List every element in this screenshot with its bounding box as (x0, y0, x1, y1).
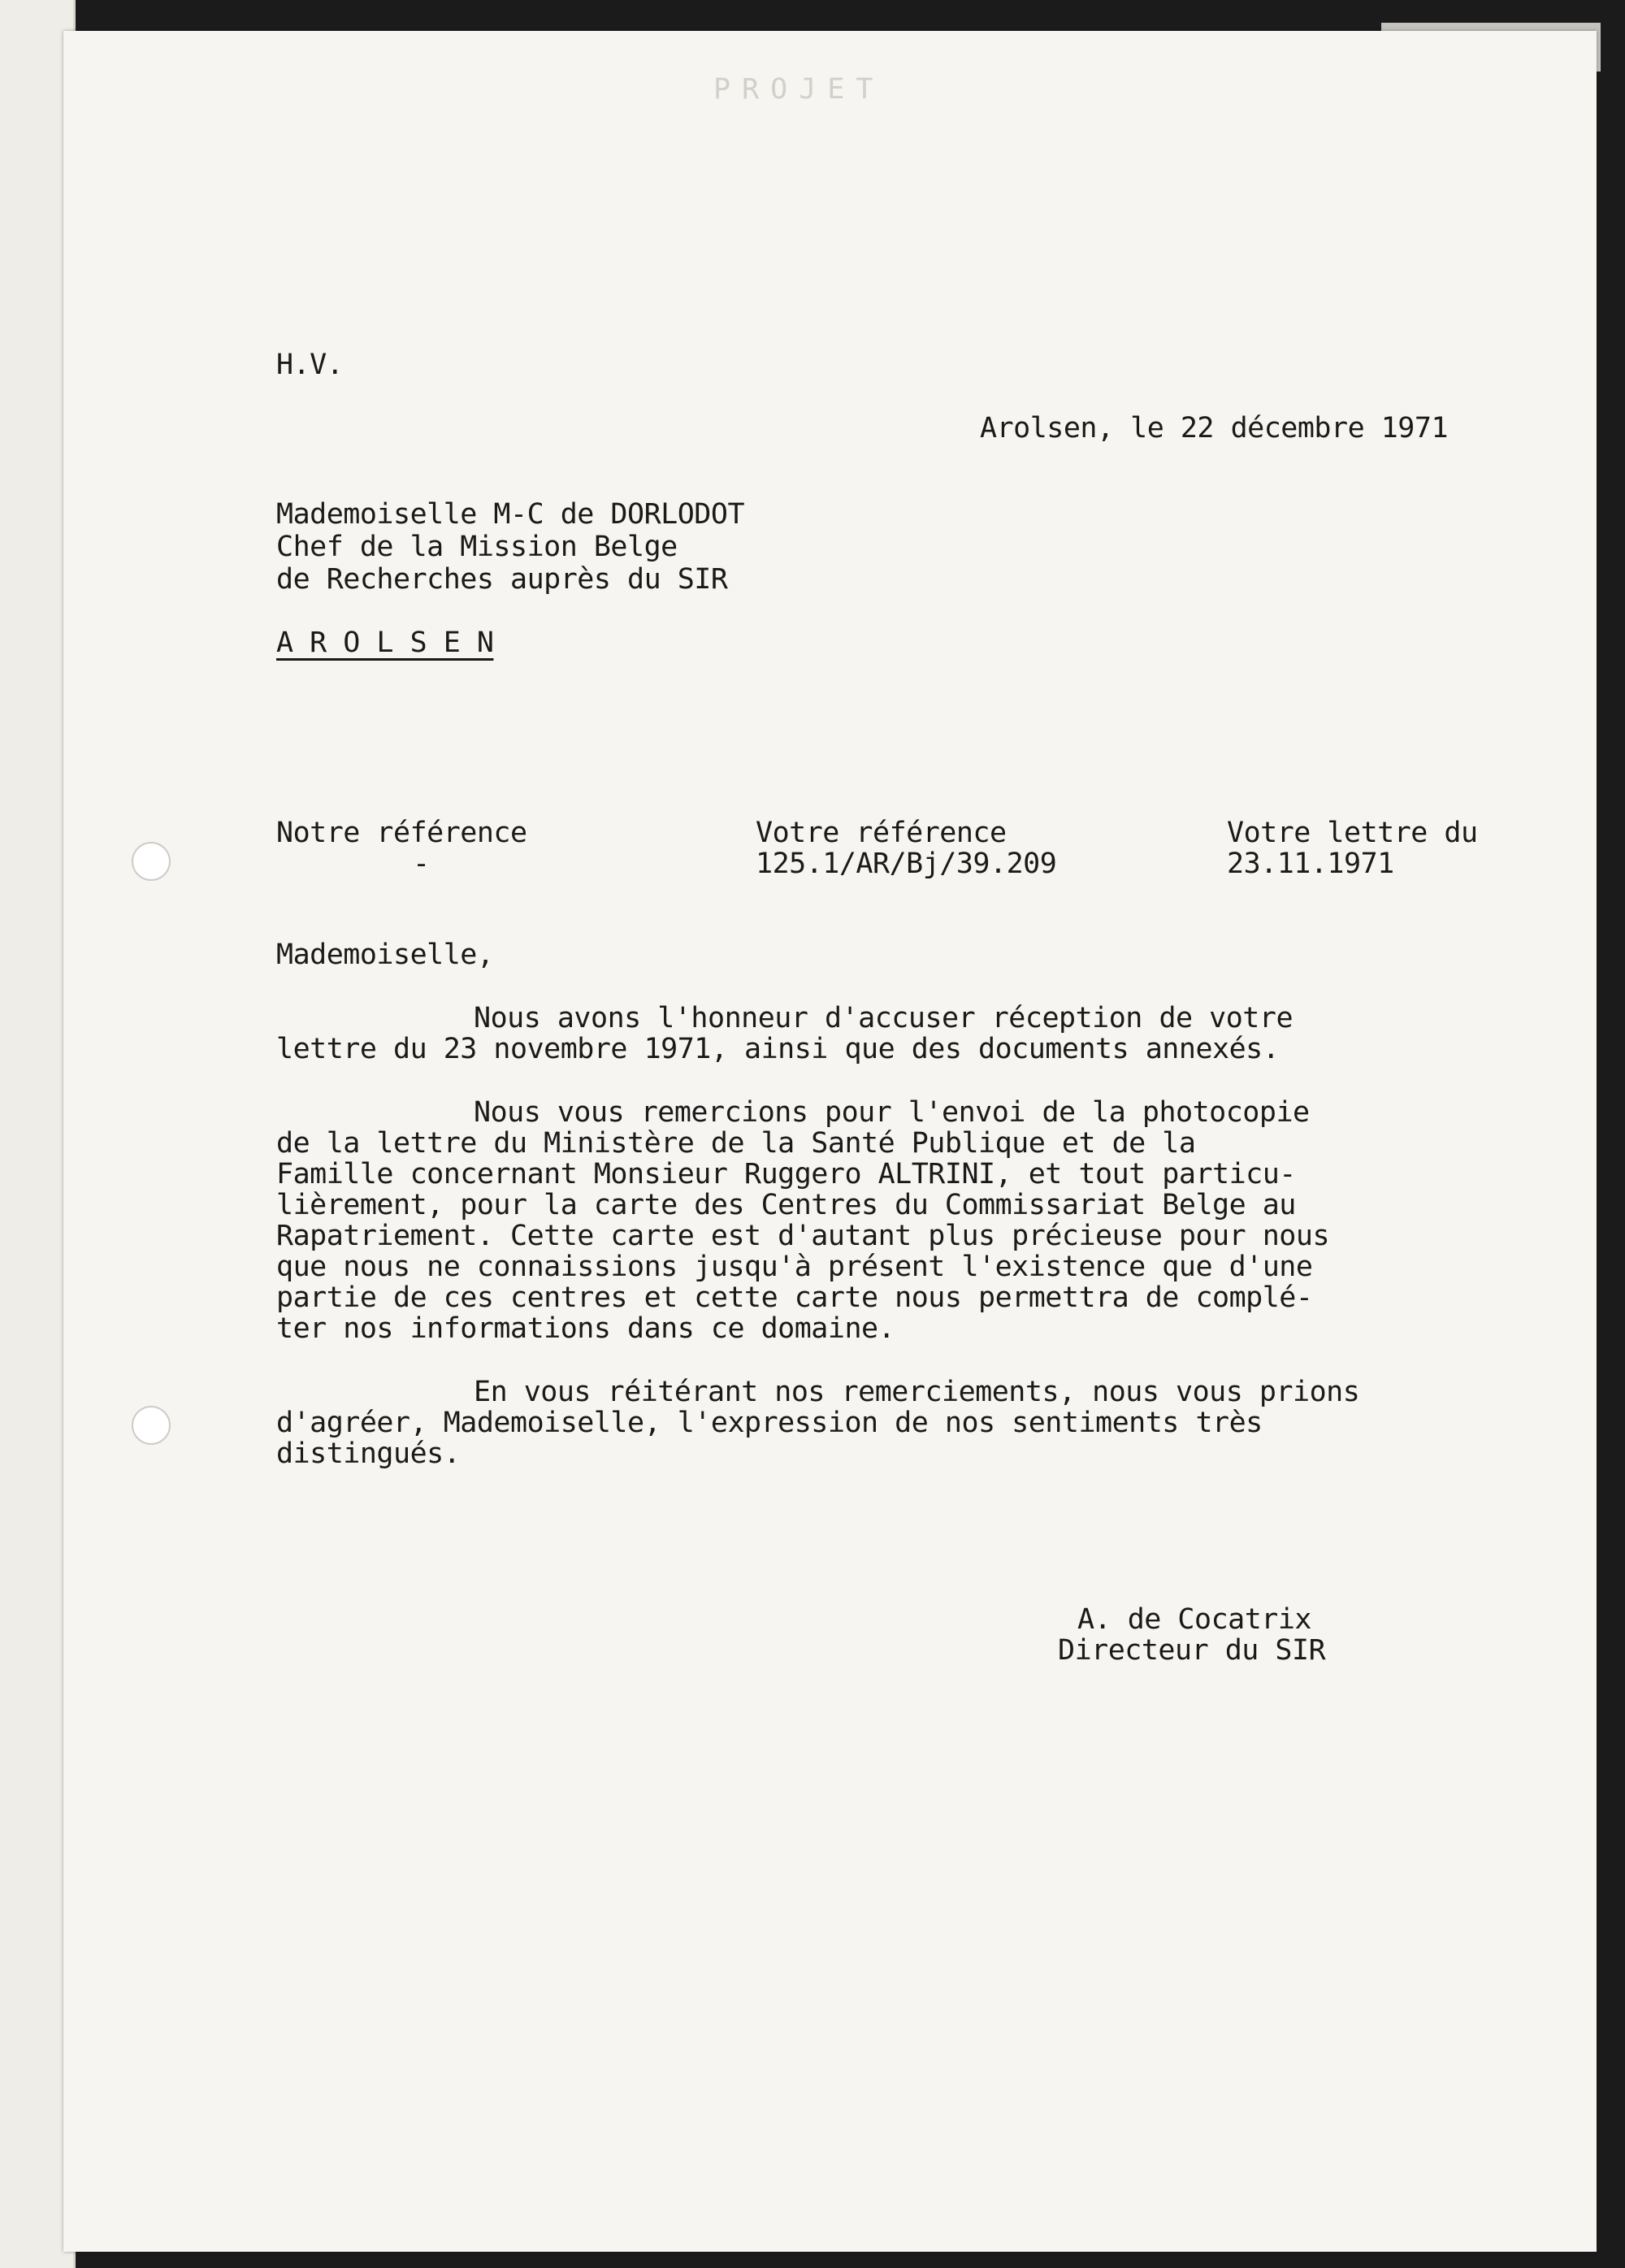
paragraph-2-line: Famille concernant Monsieur Ruggero ALTRINI, et tout particu- (276, 1158, 1296, 1190)
punch-hole-bottom (132, 1406, 171, 1445)
projet-stamp: PROJET (713, 73, 885, 106)
recipient-line-1: Mademoiselle M-C de DORLODOT (276, 498, 745, 531)
punch-hole-top (132, 842, 171, 881)
paragraph-3-line: En vous réitérant nos remerciements, nous vous prions (474, 1376, 1360, 1408)
your-letter-value: 23.11.1971 (1227, 848, 1394, 880)
paragraph-2-line: Nous vous remercions pour l'envoi de la photocopie (474, 1096, 1310, 1129)
paragraph-2-line: partie de ces centres et cette carte nous permettra de complé- (276, 1281, 1313, 1314)
paragraph-1-line: Nous avons l'honneur d'accuser réception de votre (474, 1002, 1294, 1034)
paragraph-2-line: lièrement, pour la carte des Centres du Commissariat Belge au (276, 1189, 1296, 1221)
our-reference-label: Notre référence (276, 817, 527, 849)
salutation: Mademoiselle, (276, 939, 494, 971)
recipient-line-3: de Recherches auprès du SIR (276, 563, 728, 596)
paragraph-2-line: de la lettre du Ministère de la Santé Publique et de la (276, 1127, 1196, 1160)
paragraph-2-line: ter nos informations dans ce domaine. (276, 1312, 895, 1345)
our-reference-value: - (413, 848, 430, 880)
your-reference-value: 125.1/AR/Bj/39.209 (756, 848, 1057, 880)
signatory-name: A. de Cocatrix (1077, 1603, 1312, 1636)
initials: H.V. (276, 349, 344, 381)
recipient-city: A R O L S E N (276, 627, 494, 659)
letter-page (63, 31, 1597, 2252)
paragraph-3-line: distingués. (276, 1438, 461, 1470)
paragraph-1-line: lettre du 23 novembre 1971, ainsi que des documents annexés. (276, 1033, 1280, 1065)
signatory-title: Directeur du SIR (1058, 1634, 1326, 1667)
paragraph-2-line: Rapatriement. Cette carte est d'autant plus précieuse pour nous (276, 1220, 1330, 1252)
paragraph-2-line: que nous ne connaissions jusqu'à présent l'existence que d'une (276, 1251, 1313, 1283)
place-date: Arolsen, le 22 décembre 1971 (980, 412, 1449, 444)
paragraph-3-line: d'agréer, Mademoiselle, l'expression de nos sentiments très (276, 1407, 1263, 1439)
recipient-line-2: Chef de la Mission Belge (276, 531, 678, 563)
your-reference-label: Votre référence (756, 817, 1007, 849)
your-letter-label: Votre lettre du (1227, 817, 1478, 849)
